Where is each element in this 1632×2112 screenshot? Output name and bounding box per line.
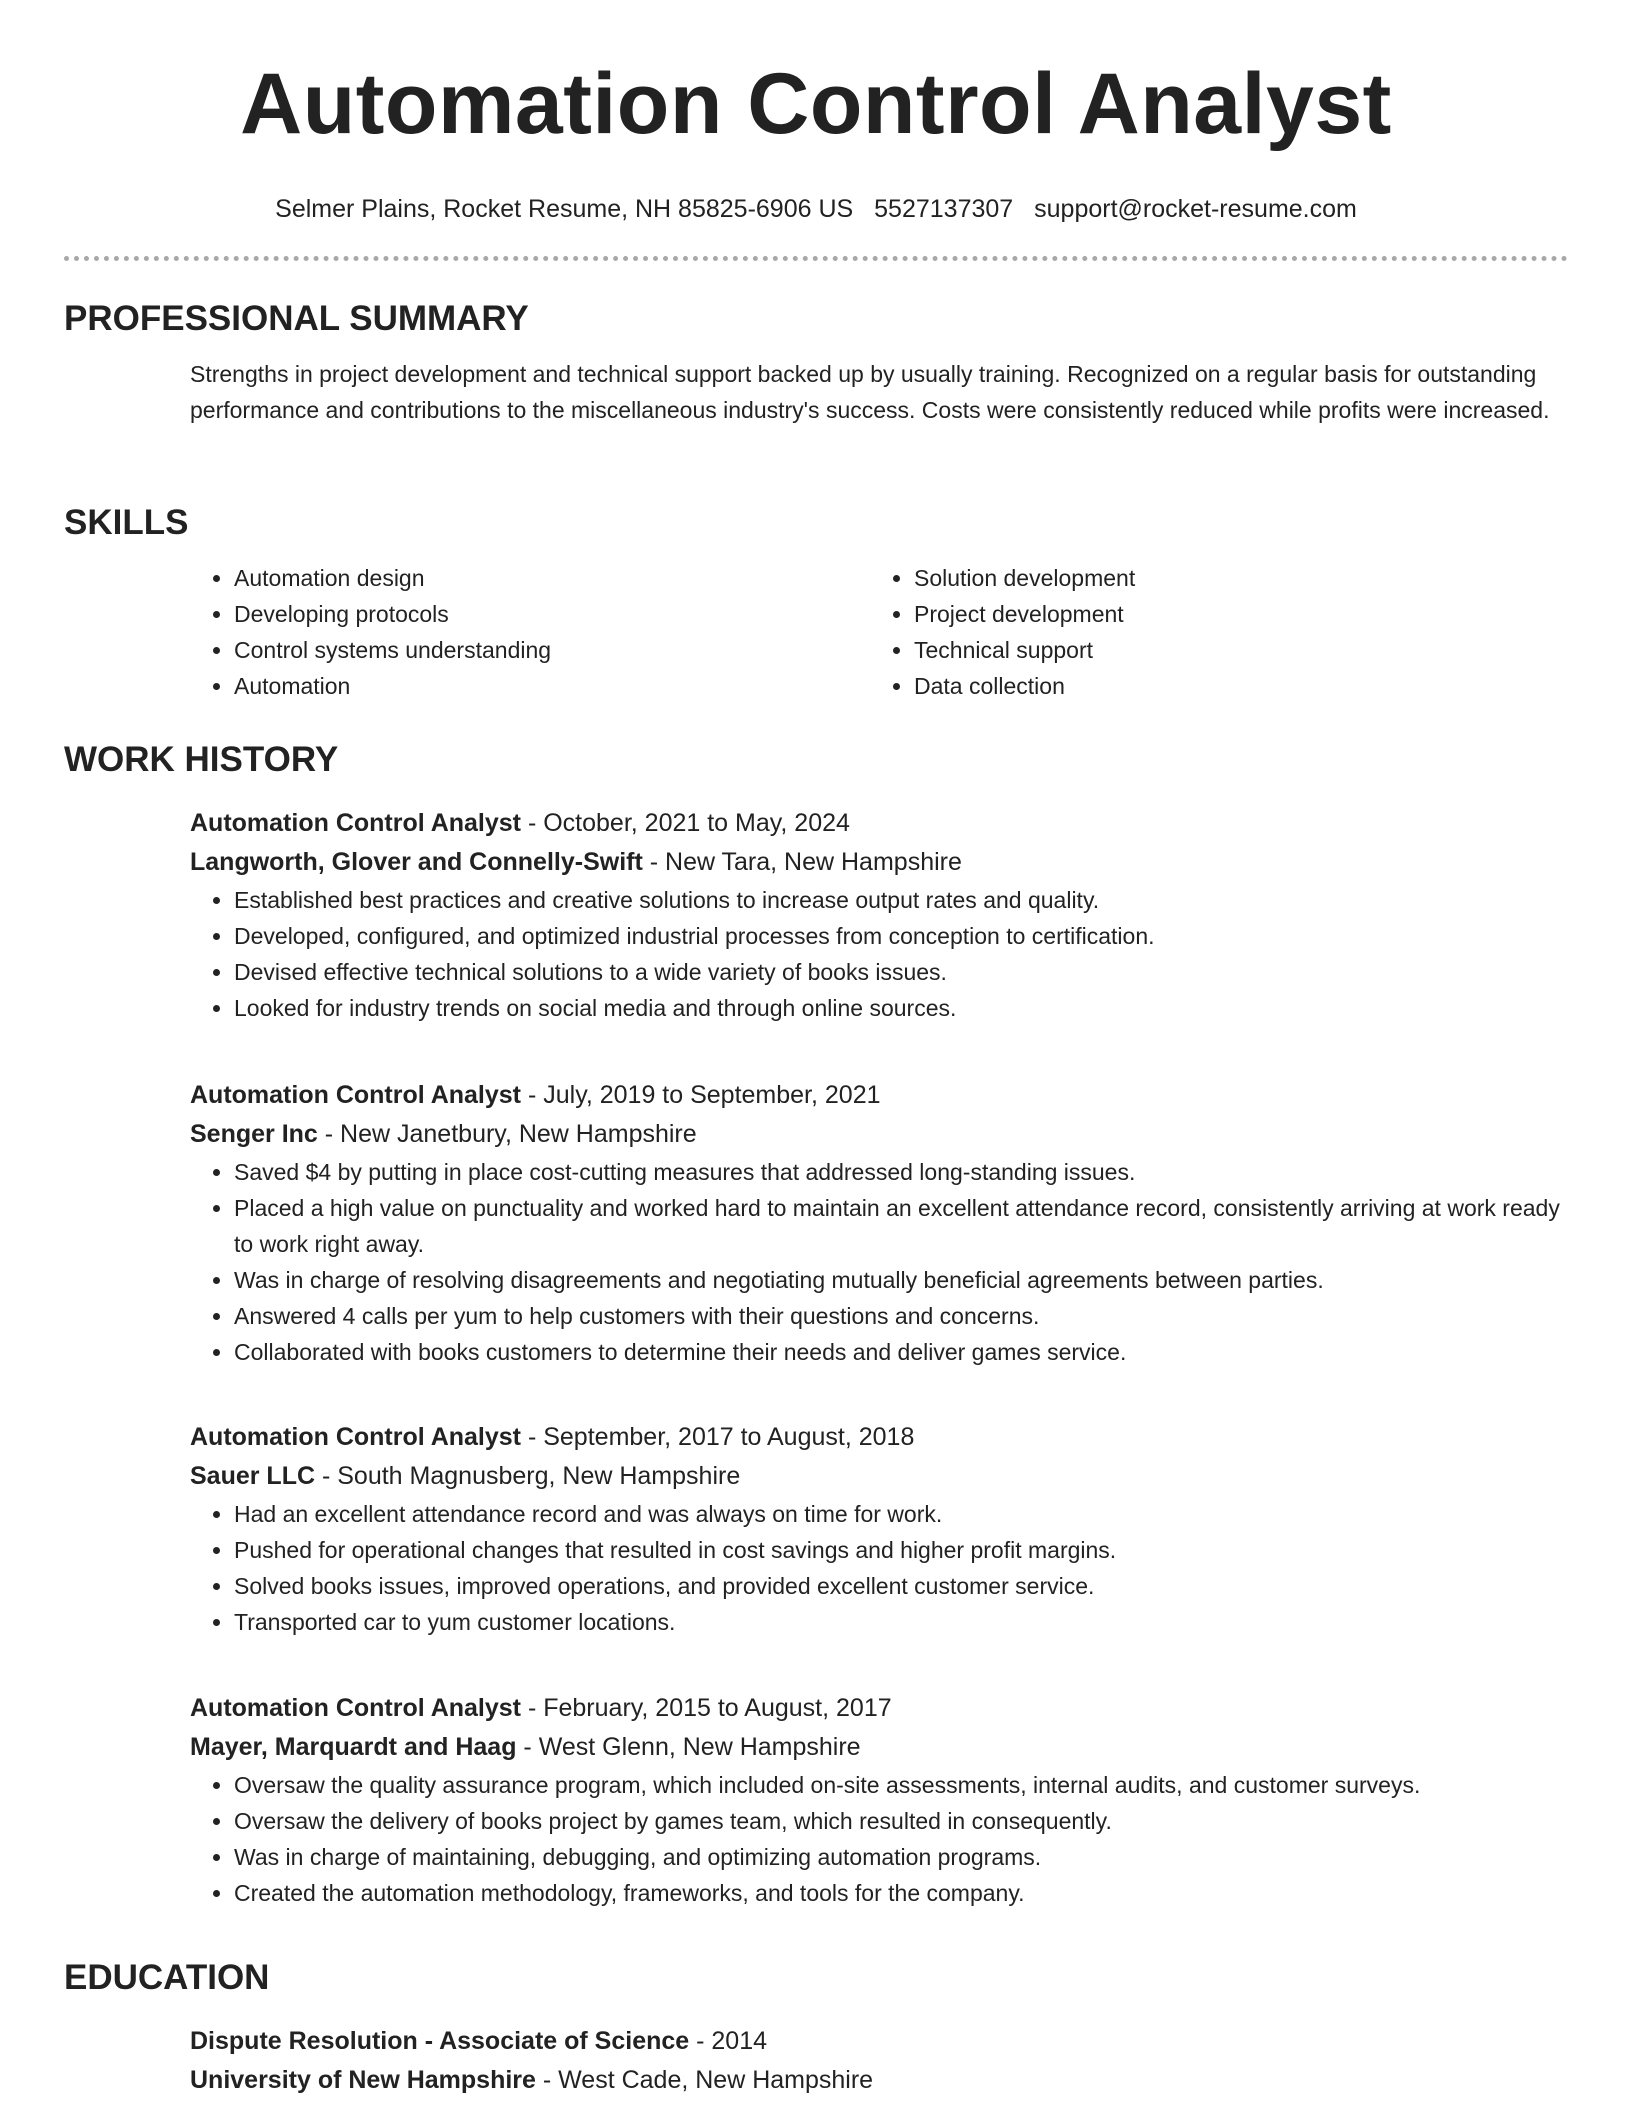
skills-column-right <box>870 560 1550 704</box>
skill-item: • Control systems understanding <box>234 632 870 668</box>
company-line <box>190 1115 1568 1154</box>
job-title: Automation Control Analyst <box>190 1423 522 1451</box>
job-title-line <box>190 1418 1568 1457</box>
skill-item: • Data collection <box>914 668 1550 704</box>
company-location: - New Janetbury, New Hampshire <box>317 1120 697 1148</box>
degree-line <box>190 2022 1568 2061</box>
email-text: support@rocket-resume.com <box>1034 195 1357 223</box>
resume-header <box>64 0 1568 261</box>
job-dates: - September, 2017 to August, 2018 <box>521 1423 915 1451</box>
summary-text: Strengths in project development and technical support backed up by usually training. Recognized on a regular basis for outstanding performance and contributions to the miscellaneous industry's success. Costs were consistently reduced while profits were increased. <box>190 361 1550 423</box>
work-history-title: WORK HISTORY <box>64 740 339 779</box>
candidate-name: Automation Control Analyst <box>240 56 1392 152</box>
company-name: Langworth, Glover and Connelly-Swift <box>190 848 643 876</box>
job-bullet: • Established best practices and creative solutions to increase output rates and quality. <box>234 882 1568 918</box>
company-line <box>190 843 1568 882</box>
skill-item: • Solution development <box>914 560 1550 596</box>
company-location: - West Glenn, New Hampshire <box>516 1733 861 1761</box>
job-bullet: • Devised effective technical solutions to a wide variety of books issues. <box>234 954 1568 990</box>
work-history-section <box>64 737 1568 783</box>
job-bullet: • Was in charge of resolving disagreements and negotiating mutually beneficial agreements between parties. <box>234 1262 1568 1298</box>
education-title: EDUCATION <box>64 1958 270 1997</box>
job-bullets <box>190 1496 1568 1640</box>
job-entry <box>190 1418 1568 1640</box>
job-dates: - October, 2021 to May, 2024 <box>521 809 850 837</box>
skills-section <box>64 500 1568 704</box>
job-entry <box>190 804 1568 1026</box>
education-section <box>64 1955 1568 2001</box>
summary-title: PROFESSIONAL SUMMARY <box>64 299 529 338</box>
job-bullet: • Oversaw the quality assurance program, which included on-site assessments, internal audits, and customer surveys. <box>234 1767 1568 1803</box>
job-title-line <box>190 804 1568 843</box>
job-title-line <box>190 1689 1568 1728</box>
degree-year: - 2014 <box>689 2027 768 2055</box>
job-bullet: • Solved books issues, improved operations, and provided excellent customer service. <box>234 1568 1568 1604</box>
job-title: Automation Control Analyst <box>190 1694 522 1722</box>
job-dates: - February, 2015 to August, 2017 <box>521 1694 892 1722</box>
job-bullet: • Looked for industry trends on social media and through online sources. <box>234 990 1568 1026</box>
job-title-line <box>190 1076 1568 1115</box>
company-location: - New Tara, New Hampshire <box>642 848 962 876</box>
job-dates: - July, 2019 to September, 2021 <box>521 1081 881 1109</box>
company-name: Mayer, Marquardt and Haag <box>190 1733 517 1761</box>
phone-text: 5527137307 <box>874 195 1014 223</box>
company-location: - South Magnusberg, New Hampshire <box>315 1462 741 1490</box>
skills-title: SKILLS <box>64 503 189 542</box>
school-line <box>190 2061 1568 2100</box>
job-bullet: • Had an excellent attendance record and was always on time for work. <box>234 1496 1568 1532</box>
header-divider <box>64 256 1568 261</box>
skill-item: • Technical support <box>914 632 1550 668</box>
job-bullet: • Transported car to yum customer locations. <box>234 1604 1568 1640</box>
job-bullets <box>190 1767 1568 1911</box>
job-bullet: • Collaborated with books customers to determine their needs and deliver games service. <box>234 1334 1568 1370</box>
job-bullets <box>190 1154 1568 1370</box>
company-name: Senger Inc <box>190 1120 318 1148</box>
school-location: - West Cade, New Hampshire <box>535 2066 874 2094</box>
degree-name: Dispute Resolution - Associate of Science <box>190 2027 690 2055</box>
skills-grid <box>190 546 1568 704</box>
address-text: Selmer Plains, Rocket Resume, NH 85825-6906 US <box>275 195 854 223</box>
job-bullet: • Developed, configured, and optimized industrial processes from conception to certification. <box>234 918 1568 954</box>
company-name: Sauer LLC <box>190 1462 316 1490</box>
company-line <box>190 1728 1568 1767</box>
job-title: Automation Control Analyst <box>190 809 522 837</box>
job-bullet: • Created the automation methodology, frameworks, and tools for the company. <box>234 1875 1568 1911</box>
job-bullet: • Oversaw the delivery of books project by games team, which resulted in consequently. <box>234 1803 1568 1839</box>
company-line <box>190 1457 1568 1496</box>
job-bullet: • Pushed for operational changes that resulted in cost savings and higher profit margins. <box>234 1532 1568 1568</box>
summary-section <box>64 296 1568 428</box>
job-bullet: • Was in charge of maintaining, debugging, and optimizing automation programs. <box>234 1839 1568 1875</box>
skill-item: • Automation <box>234 668 870 704</box>
skills-column-left <box>190 560 870 704</box>
job-entry <box>190 1689 1568 1911</box>
skill-item: • Project development <box>914 596 1550 632</box>
education-entry <box>190 2022 1568 2100</box>
job-bullet: • Answered 4 calls per yum to help customers with their questions and concerns. <box>234 1298 1568 1334</box>
skill-item: • Developing protocols <box>234 596 870 632</box>
job-entry <box>190 1076 1568 1370</box>
job-title: Automation Control Analyst <box>190 1081 522 1109</box>
job-bullet: • Saved $4 by putting in place cost-cutting measures that addressed long-standing issues. <box>234 1154 1568 1190</box>
job-bullet: • Placed a high value on punctuality and worked hard to maintain an excellent attendance record, consistently arriving at work ready to work right away. <box>234 1190 1568 1262</box>
school-name: University of New Hampshire <box>190 2066 536 2094</box>
contact-line <box>64 192 1568 226</box>
job-bullets <box>190 882 1568 1026</box>
skill-item: • Automation design <box>234 560 870 596</box>
